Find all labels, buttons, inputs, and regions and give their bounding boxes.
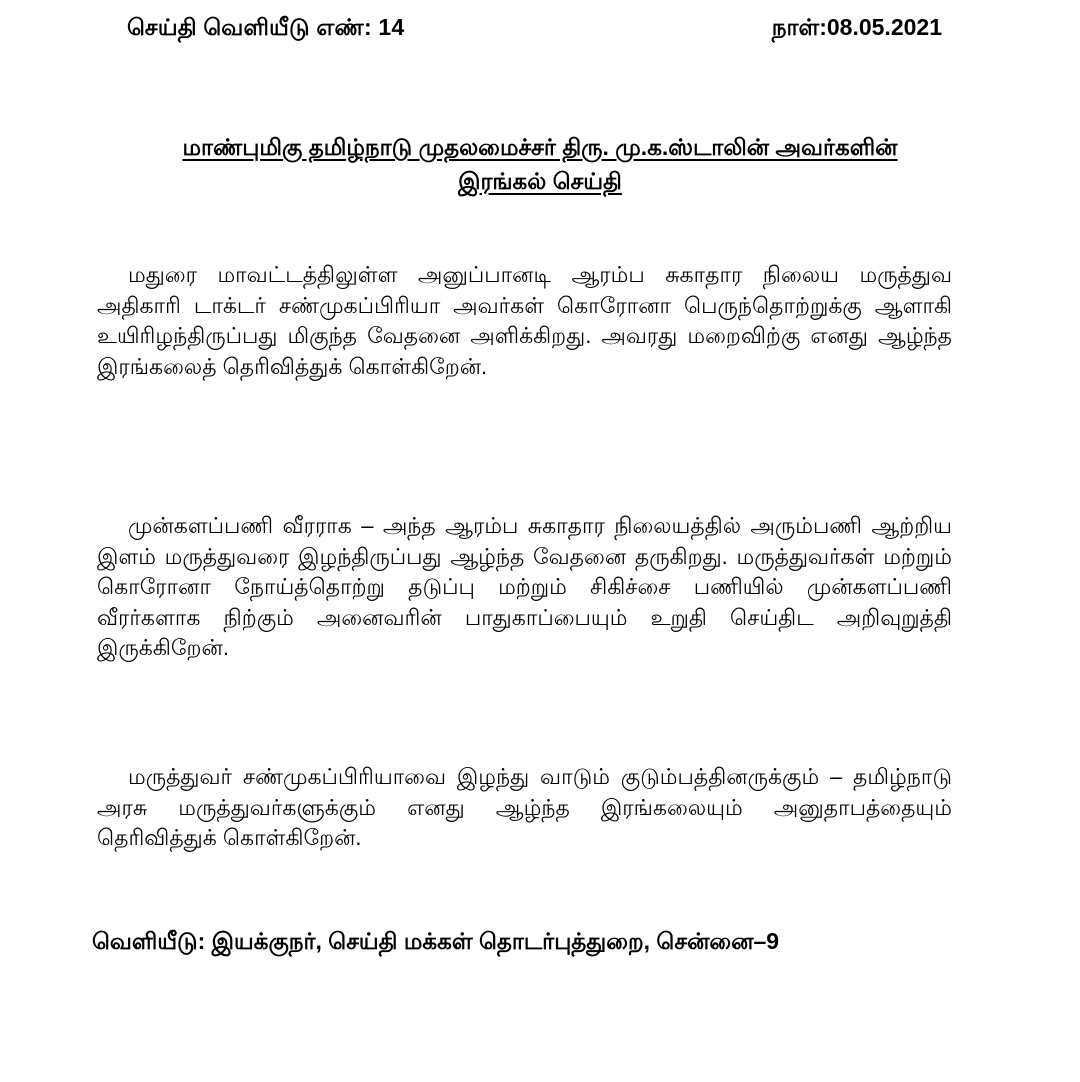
- title-line-2: இரங்கல் செய்தி: [458, 168, 622, 194]
- paragraph-sympathy: மருத்துவர் சண்முகப்பிரியாவை இழந்து வாடும் குடும்பத்தினருக்கும் – தமிழ்நாடு அரசு மருத்துவர்களுக்கும் எனது ஆழ்ந்த இரங்கலையும் அனுதாபத்தையும் தெரிவித்துக் கொள்கிறேன்.: [97, 764, 952, 850]
- paragraph-condolence: மதுரை மாவட்டத்திலுள்ள அனுப்பானடி ஆரம்ப சுகாதார நிலைய மருத்துவ அதிகாரி டாக்டர் சண்முகப்பிரியா அவர்கள் கொரோனா பெருந்தொற்றுக்கு ஆளாகி உயிரிழந்திருப்பது மிகுந்த வேதனை அளிக்கிறது. அவரது மறைவிற்கு எனது ஆழ்ந்த இரங்கலைத் தெரிவித்துக் கொள்கிறேன்.: [97, 262, 952, 379]
- title-line-1: மாண்புமிகு தமிழ்நாடு முதலமைச்சர் திரு. மு.க.ஸ்டாலின் அவர்களின்: [182, 134, 898, 160]
- issuer-line: வெளியீடு: இயக்குநர், செய்தி மக்கள் தொடர்புத்துறை, சென்னை–9: [92, 928, 780, 954]
- release-number: செய்தி வெளியீடு எண்: 14: [127, 14, 405, 40]
- release-date: நாள்:08.05.2021: [771, 14, 942, 40]
- paragraph-frontline: முன்களப்பணி வீரராக – அந்த ஆரம்ப சுகாதார நிலையத்தில் அரும்பணி ஆற்றிய இளம் மருத்துவரை இழந்திருப்பது ஆழ்ந்த வேதனை தருகிறது. மருத்துவர்கள் மற்றும் கொரோனா நோய்த்தொற்று தடுப்பு மற்றும் சிகிச்சை பணியில் முன்களப்பணி வீரர்களாக நிற்கும் அனைவரின் பாதுகாப்பையும் உறுதி செய்திட அறிவுறுத்தி இருக்கிறேன்.: [97, 513, 952, 660]
- page-title: [130, 130, 950, 198]
